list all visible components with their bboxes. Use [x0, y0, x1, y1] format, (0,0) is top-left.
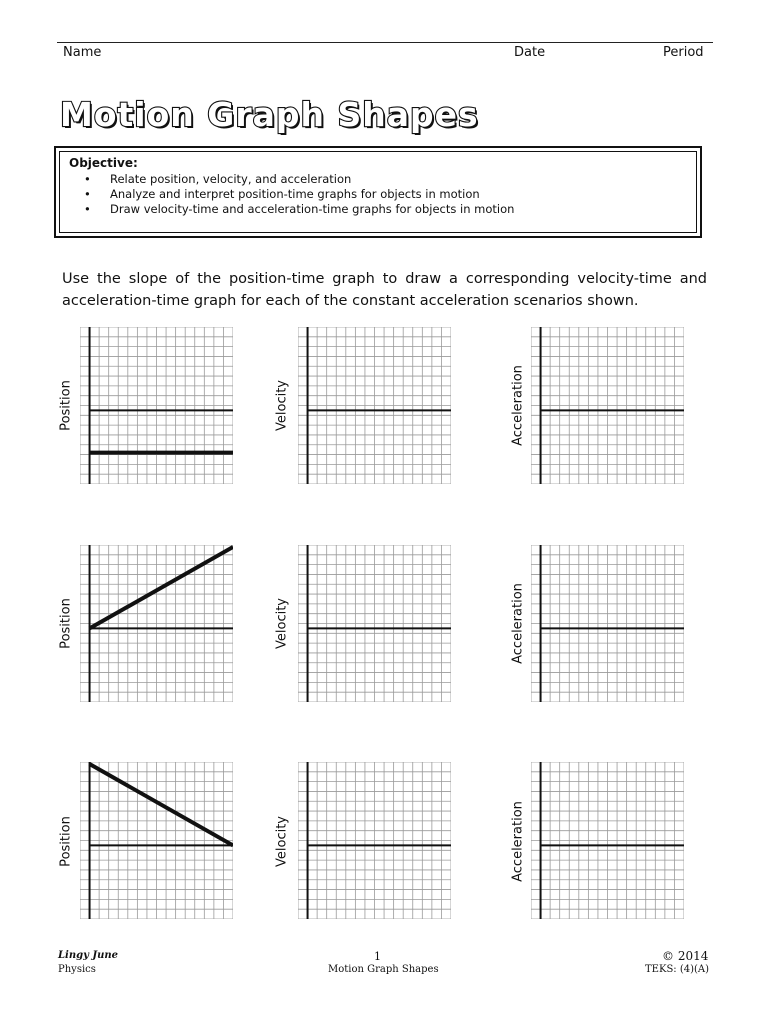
velocity-time-graph-3[interactable]	[298, 762, 451, 919]
page-title: Motion Graph Shapes	[60, 95, 479, 134]
acceleration-axis-label-1: Acceleration	[510, 365, 526, 446]
objective-box	[54, 146, 702, 238]
period-label: Period	[663, 45, 704, 60]
footer-subject: Physics	[58, 964, 96, 975]
velocity-time-graph-2[interactable]	[298, 545, 451, 702]
footer-doc-title: Motion Graph Shapes	[328, 964, 439, 975]
velocity-axis-label-1: Velocity	[274, 380, 290, 431]
position-axis-label-2: Position	[58, 598, 74, 649]
position-time-graph-3	[80, 762, 233, 919]
position-time-graph-2	[80, 545, 233, 702]
position-time-graph-1	[80, 327, 233, 484]
footer-copyright: © 2014	[662, 949, 709, 963]
header-bar	[57, 42, 713, 63]
footer-page-number: 1	[374, 950, 381, 963]
objective-item: • Relate position, velocity, and acceleration	[84, 172, 514, 187]
velocity-time-graph-1[interactable]	[298, 327, 451, 484]
footer-author: Lingy June	[58, 950, 119, 961]
velocity-axis-label-2: Velocity	[274, 598, 290, 649]
objective-item: • Analyze and interpret position-time graphs for objects in motion	[84, 187, 514, 202]
acceleration-axis-label-3: Acceleration	[510, 801, 526, 882]
position-line	[90, 547, 233, 628]
acceleration-time-graph-2[interactable]	[531, 545, 684, 702]
acceleration-axis-label-2: Acceleration	[510, 583, 526, 664]
objective-heading: Objective:	[69, 156, 138, 170]
position-axis-label-1: Position	[58, 380, 74, 431]
objective-list	[84, 172, 514, 217]
velocity-axis-label-3: Velocity	[274, 816, 290, 867]
position-line	[90, 764, 233, 845]
instructions: Use the slope of the position-time graph to draw a corresponding velocity-time and acceleration-time graph for each of the constant acceleration scenarios shown.	[62, 271, 707, 309]
acceleration-time-graph-3[interactable]	[531, 762, 684, 919]
acceleration-time-graph-1[interactable]	[531, 327, 684, 484]
date-label: Date	[514, 45, 546, 60]
name-label: Name	[63, 45, 102, 60]
footer-teks: TEKS: (4)(A)	[645, 964, 710, 975]
objective-item: • Draw velocity-time and acceleration-time graphs for objects in motion	[84, 202, 514, 217]
position-axis-label-3: Position	[58, 816, 74, 867]
